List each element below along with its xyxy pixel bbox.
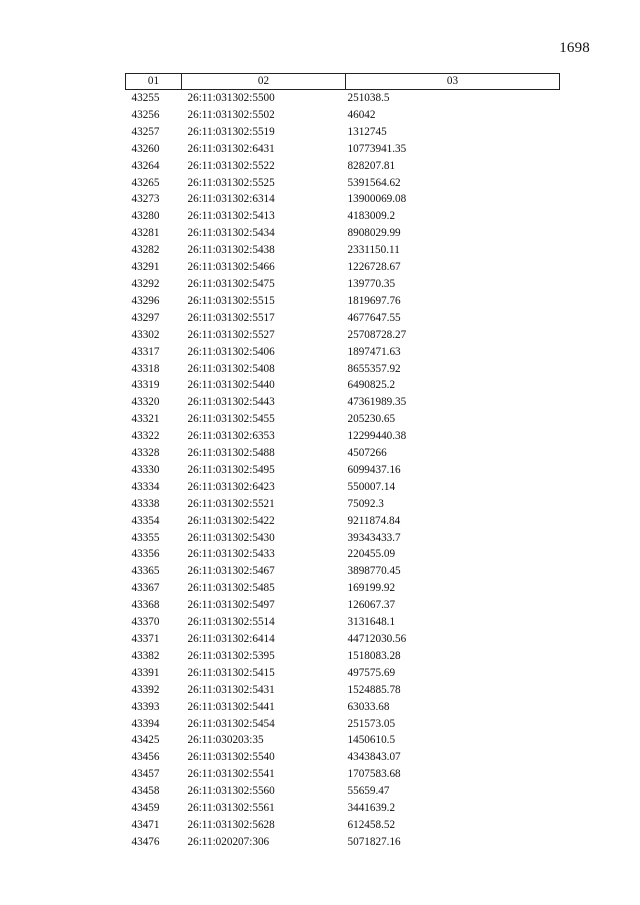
cell-cadastral-number: 26:11:031302:5443: [187, 396, 275, 409]
table-row: [126, 699, 560, 716]
cell-cadastral-number: 26:11:031302:5560: [187, 785, 275, 798]
table-row: [126, 614, 560, 631]
cell-id: 43317: [131, 345, 160, 358]
cell-value: 4507266: [347, 447, 387, 460]
cell-cadastral-number: 26:11:031302:5497: [187, 599, 275, 612]
data-table: [125, 73, 560, 851]
cell-id: 43281: [131, 227, 160, 240]
cell-id: 43458: [131, 785, 160, 798]
cell-id: 43255: [131, 92, 160, 104]
cell-value: 550007.14: [347, 480, 396, 493]
cell-cadastral-number: 26:11:031302:5500: [187, 92, 275, 104]
cell-value: 4183009.2: [347, 210, 396, 223]
cell-id: 43476: [131, 835, 160, 848]
cell-id: 43260: [131, 142, 160, 155]
cell-cadastral-number: 26:11:031302:5561: [187, 802, 275, 815]
cell-id: 43392: [131, 683, 160, 696]
cell-id: 43354: [131, 514, 160, 527]
cell-value: 612458.52: [347, 818, 396, 831]
cell-value: 39343433.7: [347, 531, 401, 544]
table-row: [126, 597, 560, 614]
cell-cadastral-number: 26:11:031302:5455: [187, 413, 275, 426]
table-row: [126, 394, 560, 411]
cell-id: 43370: [131, 616, 160, 629]
cell-cadastral-number: 26:11:031302:5431: [187, 683, 275, 696]
cell-value: 1518083.28: [347, 649, 401, 662]
cell-value: 1819697.76: [347, 294, 401, 307]
cell-value: 6099437.16: [347, 463, 401, 476]
cell-id: 43319: [131, 379, 160, 392]
cell-cadastral-number: 26:11:030203:35: [187, 734, 264, 747]
cell-value: 9211874.84: [347, 514, 401, 527]
cell-id: 43302: [131, 328, 160, 341]
cell-cadastral-number: 26:11:031302:5440: [187, 379, 275, 392]
cell-id: 43338: [131, 497, 160, 510]
table-row: [126, 344, 560, 361]
table-row: [126, 665, 560, 682]
cell-id: 43292: [131, 277, 160, 290]
cell-cadastral-number: 26:11:031302:5430: [187, 531, 275, 544]
cell-value: 1312745: [347, 125, 387, 138]
cell-value: 251038.5: [347, 92, 390, 104]
cell-id: 43368: [131, 599, 160, 612]
cell-value: 251573.05: [347, 717, 396, 730]
cell-id: 43459: [131, 802, 160, 815]
cell-id: 43280: [131, 210, 160, 223]
table-row: [126, 530, 560, 547]
cell-value: 497575.69: [347, 666, 396, 679]
table-row: [126, 580, 560, 597]
table-row: [126, 310, 560, 327]
data-table-container: [125, 73, 559, 851]
table-row: [126, 377, 560, 394]
table-row: [126, 783, 560, 800]
cell-value: 1524885.78: [347, 683, 401, 696]
table-row: [126, 749, 560, 766]
cell-cadastral-number: 26:11:031302:5519: [187, 125, 275, 138]
cell-value: 1897471.63: [347, 345, 401, 358]
cell-cadastral-number: 26:11:031302:5502: [187, 108, 275, 121]
cell-value: 3898770.45: [347, 565, 401, 578]
cell-id: 43355: [131, 531, 160, 544]
cell-id: 43265: [131, 176, 160, 189]
table-row: [126, 479, 560, 496]
cell-value: 46042: [347, 108, 376, 121]
table-row: [126, 158, 560, 175]
cell-id: 43425: [131, 734, 160, 747]
cell-value: 25708728.27: [347, 328, 407, 341]
table-row: [126, 766, 560, 783]
cell-id: 43393: [131, 700, 160, 713]
cell-id: 43297: [131, 311, 160, 324]
cell-value: 12299440.38: [347, 430, 407, 443]
table-row: [126, 800, 560, 817]
table-row: [126, 124, 560, 141]
cell-value: 220455.09: [347, 548, 396, 561]
cell-id: 43256: [131, 108, 160, 121]
cell-value: 75092.3: [347, 497, 384, 510]
table-row: [126, 411, 560, 428]
cell-id: 43321: [131, 413, 160, 426]
cell-value: 5391564.62: [347, 176, 401, 189]
table-header: [126, 74, 560, 90]
table-row: [126, 90, 560, 107]
cell-cadastral-number: 26:11:031302:5628: [187, 818, 275, 831]
cell-cadastral-number: 26:11:031302:5495: [187, 463, 275, 476]
cell-id: 43264: [131, 159, 160, 172]
cell-id: 43371: [131, 633, 160, 645]
table-row: [126, 259, 560, 276]
cell-cadastral-number: 26:11:031302:5395: [187, 649, 275, 662]
table-row: [126, 208, 560, 225]
cell-cadastral-number: 26:11:031302:5454: [187, 717, 275, 730]
cell-value: 1450610.5: [347, 734, 396, 747]
cell-id: 43471: [131, 818, 160, 831]
cell-id: 43334: [131, 480, 160, 493]
cell-value: 2331150.11: [347, 244, 400, 257]
cell-value: 5071827.16: [347, 835, 401, 848]
cell-id: 43356: [131, 548, 160, 561]
table-row: [126, 445, 560, 462]
cell-cadastral-number: 26:11:031302:5467: [187, 565, 275, 578]
cell-cadastral-number: 26:11:031302:5521: [187, 497, 275, 510]
cell-value: 10773941.35: [347, 142, 407, 155]
cell-id: 43318: [131, 362, 160, 375]
cell-cadastral-number: 26:11:031302:6314: [187, 193, 275, 206]
cell-value: 126067.37: [347, 599, 396, 612]
cell-value: 139770.35: [347, 277, 396, 290]
table-row: [126, 225, 560, 242]
cell-id: 43257: [131, 125, 160, 138]
cell-cadastral-number: 26:11:031302:6423: [187, 480, 275, 493]
table-row: [126, 141, 560, 158]
cell-id: 43391: [131, 666, 160, 679]
table-row: [126, 175, 560, 192]
cell-value: 4677647.55: [347, 311, 401, 324]
cell-cadastral-number: 26:11:031302:5525: [187, 176, 275, 189]
cell-value: 828207.81: [347, 159, 396, 172]
cell-cadastral-number: 26:11:031302:5406: [187, 345, 275, 358]
table-row: [126, 191, 560, 208]
cell-cadastral-number: 26:11:031302:5540: [187, 751, 275, 764]
table-row: [126, 276, 560, 293]
cell-cadastral-number: 26:11:031302:5527: [187, 328, 275, 341]
cell-value: 8655357.92: [347, 362, 401, 375]
cell-cadastral-number: 26:11:031302:5434: [187, 227, 275, 240]
cell-id: 43457: [131, 768, 160, 781]
table-row: [126, 732, 560, 749]
cell-value: 47361989.35: [347, 396, 407, 409]
cell-cadastral-number: 26:11:031302:6431: [187, 142, 275, 155]
cell-id: 43296: [131, 294, 160, 307]
cell-value: 4343843.07: [347, 751, 401, 764]
cell-cadastral-number: 26:11:031302:5422: [187, 514, 275, 527]
cell-id: 43367: [131, 582, 160, 595]
cell-id: 43291: [131, 261, 160, 274]
cell-value: 8908029.99: [347, 227, 401, 240]
cell-cadastral-number: 26:11:031302:5415: [187, 666, 275, 679]
table-row: [126, 462, 560, 479]
table-row: [126, 361, 560, 378]
cell-value: 205230.65: [347, 413, 396, 426]
cell-cadastral-number: 26:11:031302:5485: [187, 582, 275, 595]
table-row: [126, 631, 560, 648]
cell-id: 43330: [131, 463, 160, 476]
cell-cadastral-number: 26:11:031302:5541: [187, 768, 275, 781]
column-header-03: 03: [346, 74, 560, 90]
cell-cadastral-number: 26:11:031302:6353: [187, 430, 275, 443]
table-row: [126, 648, 560, 665]
table-row: [126, 428, 560, 445]
cell-id: 43273: [131, 193, 160, 206]
table-row: [126, 834, 560, 851]
table-row: [126, 817, 560, 834]
cell-value: 13900069.08: [347, 193, 407, 206]
column-header-01: 01: [126, 74, 182, 90]
cell-cadastral-number: 26:11:031302:5441: [187, 700, 275, 713]
cell-value: 3441639.2: [347, 802, 396, 815]
cell-cadastral-number: 26:11:031302:5488: [187, 447, 275, 460]
cell-value: 63033.68: [347, 700, 390, 713]
cell-value: 55659.47: [347, 785, 390, 798]
cell-cadastral-number: 26:11:031302:5438: [187, 244, 275, 257]
table-row: [126, 107, 560, 124]
cell-id: 43320: [131, 396, 160, 409]
cell-id: 43322: [131, 430, 160, 443]
cell-cadastral-number: 26:11:031302:5433: [187, 548, 275, 561]
table-body: [126, 90, 560, 851]
cell-value: 1707583.68: [347, 768, 401, 781]
cell-cadastral-number: 26:11:031302:5413: [187, 210, 275, 223]
cell-cadastral-number: 26:11:031302:5514: [187, 616, 275, 629]
table-row: [126, 327, 560, 344]
table-row: [126, 546, 560, 563]
cell-cadastral-number: 26:11:020207:306: [187, 835, 270, 848]
cell-value: 6490825.2: [347, 379, 396, 392]
cell-id: 43394: [131, 717, 160, 730]
cell-id: 43365: [131, 565, 160, 578]
cell-cadastral-number: 26:11:031302:5408: [187, 362, 275, 375]
cell-value: 44712030.56: [347, 633, 407, 645]
table-row: [126, 563, 560, 580]
table-row: [126, 496, 560, 513]
cell-cadastral-number: 26:11:031302:5522: [187, 159, 275, 172]
cell-cadastral-number: 26:11:031302:5517: [187, 311, 275, 324]
cell-value: 1226728.67: [347, 261, 401, 274]
cell-id: 43328: [131, 447, 160, 460]
table-header-row: [126, 74, 560, 90]
table-row: [126, 293, 560, 310]
table-row: [126, 242, 560, 259]
table-row: [126, 716, 560, 733]
cell-id: 43382: [131, 649, 160, 662]
cell-value: 3131648.1: [347, 616, 396, 629]
cell-cadastral-number: 26:11:031302:5466: [187, 261, 275, 274]
cell-value: 169199.92: [347, 582, 396, 595]
column-header-02: 02: [182, 74, 346, 90]
cell-id: 43456: [131, 751, 160, 764]
table-row: [126, 682, 560, 699]
cell-id: 43282: [131, 244, 160, 257]
cell-cadastral-number: 26:11:031302:6414: [187, 633, 275, 645]
cell-cadastral-number: 26:11:031302:5515: [187, 294, 275, 307]
table-row: [126, 513, 560, 530]
cell-cadastral-number: 26:11:031302:5475: [187, 277, 275, 290]
page-number: 1698: [559, 40, 590, 56]
